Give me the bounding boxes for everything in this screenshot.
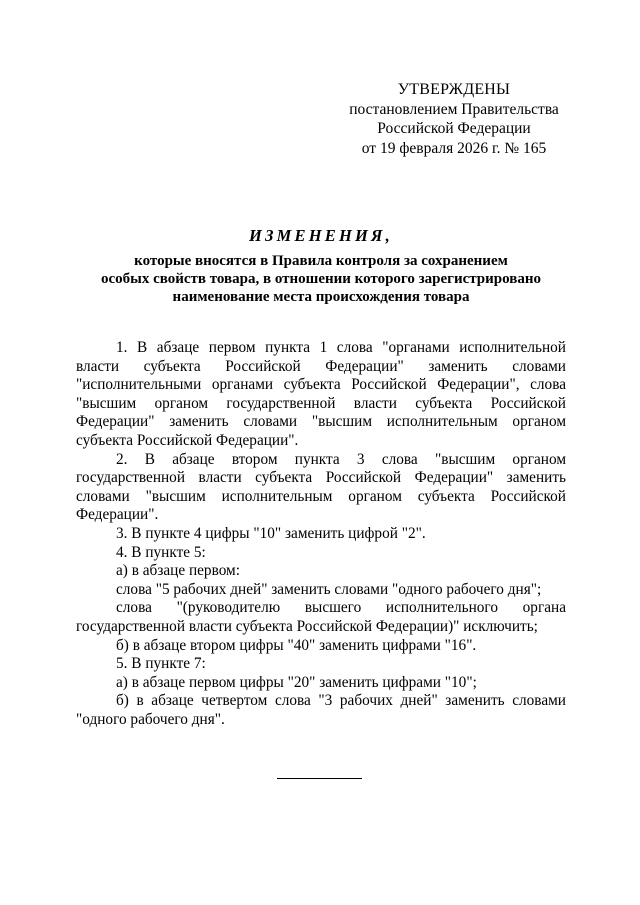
paragraph-10: а) в абзаце первом цифры "20" заменить цифрами "10"; (116, 673, 477, 691)
paragraph-11: б) в абзаце четвертом слова "3 рабочих дней" заменить словами "одного рабочего дня". (76, 692, 566, 728)
approval-stamp (344, 80, 564, 158)
paragraph-7: слова "(руководителю высшего исполнительного органа государственной власти субъекта Российской Федерации)" исключить; (76, 599, 566, 635)
paragraph-2: 2. В абзаце втором пункта 3 слова "высшим органом государственной власти субъекта Российской Федерации" заменить словами "высшим исполнительным органом субъекта Российской Федерации". (76, 450, 566, 524)
title-heading: ИЗМЕНЕНИЯ, (249, 226, 393, 245)
approved-label: УТВЕРЖДЕНЫ (397, 81, 511, 98)
paragraph-6: слова "5 рабочих дней" заменить словами "одного рабочего дня"; (116, 580, 542, 598)
approval-line-3: от 19 февраля 2026 г. № 165 (361, 139, 547, 157)
document-body (76, 339, 566, 729)
paragraph-9: 5. В пункте 7: (116, 655, 206, 673)
paragraph-3: 3. В пункте 4 цифры "10" заменить цифрой "2". (116, 524, 426, 542)
approval-line-1: постановлением Правительства (349, 100, 559, 118)
title-line-1: которые вносятся в Правила контроля за сохранением (134, 253, 508, 269)
document-title (76, 226, 566, 306)
paragraph-4: 4. В пункте 5: (116, 543, 206, 561)
end-divider (277, 778, 362, 779)
paragraph-8: б) в абзаце втором цифры "40" заменить цифрами "16". (116, 636, 477, 654)
title-line-3: наименование места происхождения товара (172, 289, 470, 305)
title-line-2: особых свойств товара, в отношении которого зарегистрировано (100, 271, 542, 287)
approval-line-2: Российской Федерации (377, 120, 531, 137)
paragraph-1: 1. В абзаце первом пункта 1 слова "органами исполнительной власти субъекта Российской Федерации" заменить словами "исполнительными органами субъекта Российской Федерации", слова "высшим органом государственной власти субъекта Российской Федерации" заменить словами "высшим исполнительным органом субъекта Российской Федерации". (76, 339, 566, 449)
paragraph-5: а) в абзаце первом: (116, 562, 240, 580)
